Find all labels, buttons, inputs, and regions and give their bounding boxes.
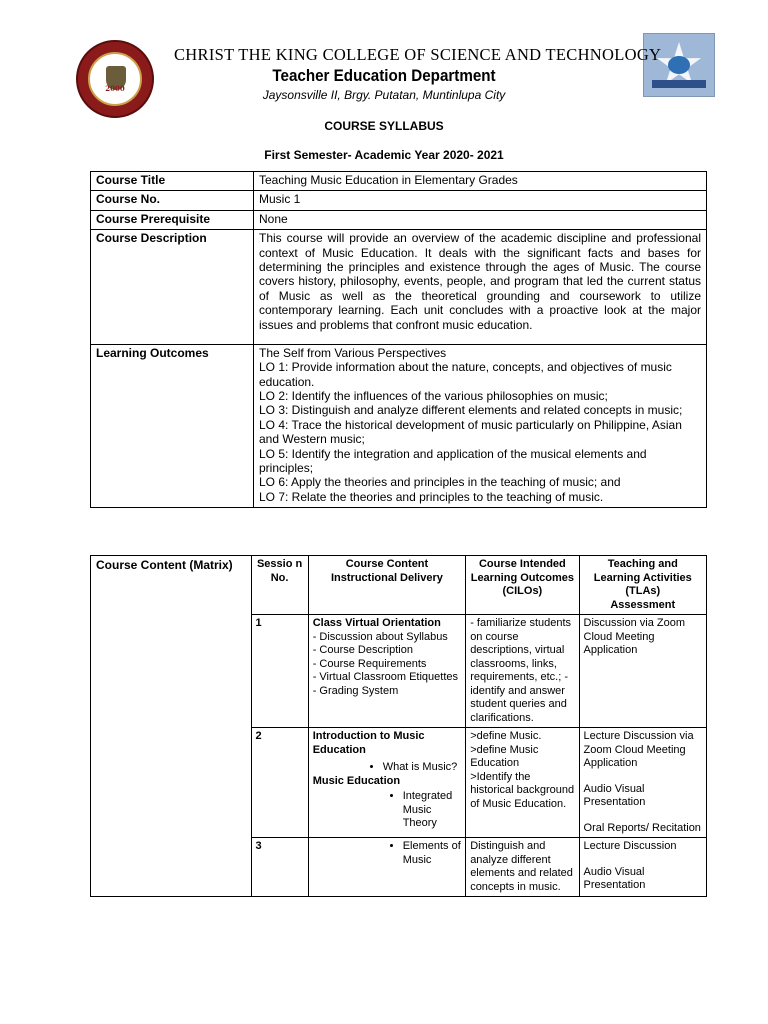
assessment-header-text: Assessment: [610, 598, 676, 611]
cilo-item: >define Music.: [470, 730, 542, 743]
lo-item: LO 4: Trace the historical development of music particularly on Philippine, Asian and Western music;: [259, 417, 682, 447]
course-title-label: Course Title: [91, 172, 254, 191]
session-subtitle: Music Education: [312, 774, 401, 787]
table-row: [91, 230, 707, 345]
session-tla: Discussion via Zoom Cloud Meeting Application: [579, 615, 706, 728]
seal-year: 2000: [105, 84, 125, 93]
tla-item: Audio Visual Presentation: [583, 865, 646, 892]
prerequisite-value: None: [254, 210, 707, 229]
course-content-matrix: [90, 555, 707, 897]
description-label: Course Description: [91, 230, 254, 345]
semester-line: First Semester- Academic Year 2020- 2021: [264, 148, 504, 162]
lo-item: The Self from Various Perspectives: [259, 345, 447, 360]
department-name: Teacher Education Department: [272, 67, 496, 85]
school-name: CHRIST THE KING COLLEGE OF SCIENCE AND TECHNOLOGY: [174, 45, 662, 64]
course-no-value: Music 1: [254, 191, 707, 210]
table-row: [91, 191, 707, 210]
session-content: [308, 728, 466, 838]
table-row: [91, 172, 707, 191]
content-item: - Virtual Classroom Etiquettes: [312, 671, 458, 684]
tla-item: Lecture Discussion: [583, 840, 677, 853]
content-item: - Course Description: [312, 644, 413, 657]
content-item: - Discussion about Syllabus: [312, 630, 448, 643]
session-title: Class Virtual Orientation: [312, 617, 441, 630]
cilo-item: >define Music Education: [470, 743, 539, 770]
tla-header-text: Teaching and Learning Activities (TLAs): [593, 558, 692, 598]
session-content: [308, 838, 466, 897]
session-number: 2: [251, 728, 308, 838]
document-title: COURSE SYLLABUS: [324, 119, 444, 133]
course-title-value: Teaching Music Education in Elementary Grades: [254, 172, 707, 191]
lo-item: LO 5: Identify the integration and application of the musical elements and principles;: [259, 446, 647, 476]
session-cilo: [466, 728, 579, 838]
content-item: - Course Requirements: [312, 657, 427, 670]
session-number: 1: [251, 615, 308, 728]
matrix-label: Course Content (Matrix): [91, 556, 252, 897]
topic-bullet-list: [383, 761, 462, 775]
lo-item: LO 2: Identify the influences of the various philosophies on music;: [259, 389, 608, 404]
table-row: [91, 344, 707, 507]
lo-item: LO 6: Apply the theories and principles in the teaching of music; and: [259, 475, 621, 490]
content-column-header: Course Content Instructional Delivery: [308, 556, 466, 615]
tla-item: Lecture Discussion via Zoom Cloud Meeting Application: [583, 730, 694, 770]
lo-item: LO 1: Provide information about the nature, concepts, and objectives of music education.: [259, 360, 672, 389]
topic-bullet-list: [403, 840, 462, 867]
course-no-label: Course No.: [91, 191, 254, 210]
table-row: [91, 210, 707, 229]
topic-bullet: • Elements of Music: [403, 840, 462, 867]
cilo-column-header: Course Intended Learning Outcomes (CILOs): [466, 556, 579, 615]
tla-item: Audio Visual Presentation: [583, 782, 646, 809]
topic-bullet: • Integrated Music Theory: [403, 790, 462, 831]
topic-bullet: • What is Music?: [383, 761, 462, 775]
course-info-table: [90, 171, 707, 508]
cilo-item: >Identify the historical background of Music Education.: [470, 770, 575, 810]
session-cilo: - familiarize students on course descriptions, virtual classrooms, links, requirements, etc.; - identify and answer student queries and clarifications.: [466, 615, 579, 728]
session-column-header: Sessio n No.: [251, 556, 308, 615]
matrix-header-row: [91, 556, 707, 615]
session-content: [308, 615, 466, 728]
session-title: Introduction to Music Education: [312, 730, 425, 756]
topic-bullet-list: [403, 790, 462, 831]
session-tla: [579, 728, 706, 838]
school-address: Jaysonsville II, Brgy. Putatan, Muntinlupa City: [262, 88, 506, 102]
lo-item: LO 7: Relate the theories and principles to the teaching of music.: [259, 489, 604, 504]
session-number: 3: [251, 838, 308, 897]
description-value: This course will provide an overview of the academic discipline and professional context of Music Education. It deals with the significant facts and bases for determining the principles and existence through the ages of Music. The course covers history, philosophy, events, people, and program that led the current status of Music as well as the theoretical grounding and coursework to utilize contemporary learning. Each unit concludes with a proactive look at the major issues and problems that confront music education.: [254, 230, 707, 345]
tla-item: Oral Reports/ Recitation: [583, 821, 701, 834]
learning-outcomes-label: Learning Outcomes: [91, 344, 254, 507]
tla-column-header: [579, 556, 706, 615]
prerequisite-label: Course Prerequisite: [91, 210, 254, 229]
learning-outcomes-value: [254, 344, 707, 507]
session-cilo: Distinguish and analyze different elements and related concepts in music.: [466, 838, 579, 897]
content-item: - Grading System: [312, 684, 399, 697]
session-tla: [579, 838, 706, 897]
lo-item: LO 3: Distinguish and analyze different elements and related concepts in music;: [259, 403, 683, 418]
